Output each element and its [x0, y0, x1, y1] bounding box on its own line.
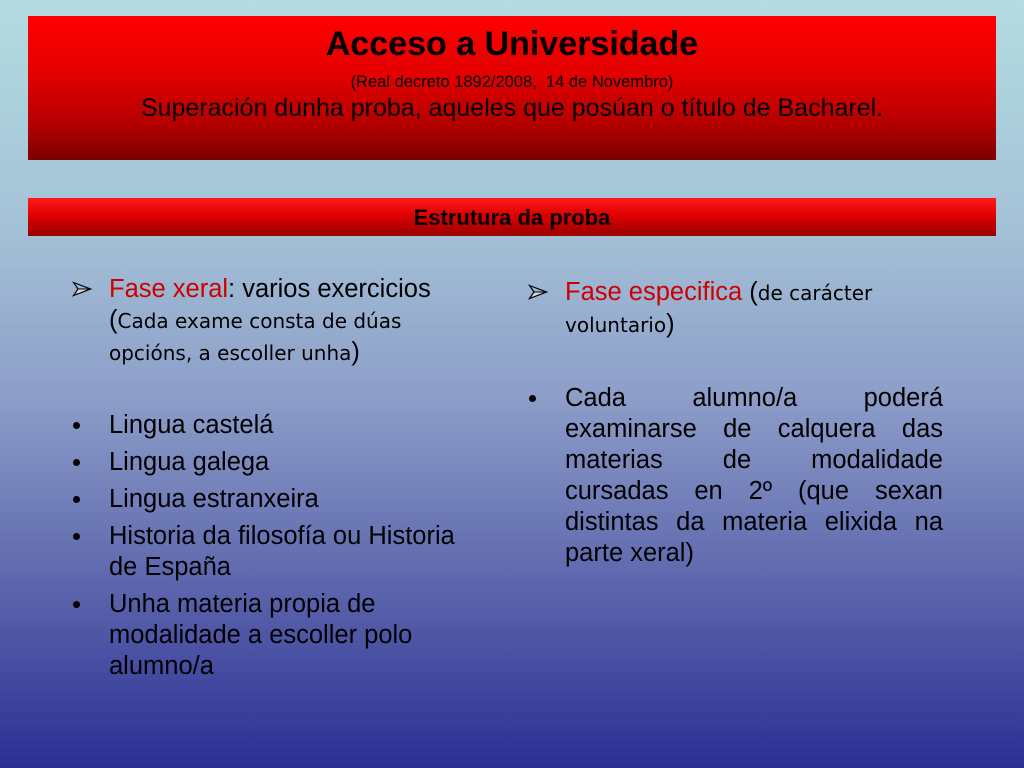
note-open-paren: (	[109, 306, 118, 334]
list-item-text: Unha materia propia de modalidade a escoller polo alumno/a	[109, 590, 413, 680]
specific-phase-note: de carácter voluntario	[565, 281, 873, 337]
bullet-icon	[73, 601, 80, 608]
general-phase-text: : varios exercicios	[228, 275, 431, 303]
list-item-text: Historia da filosofía ou Historia de España	[109, 522, 455, 581]
bullet-icon	[73, 496, 80, 503]
list-item-text: Lingua castelá	[109, 411, 274, 439]
note-close-paren: )	[666, 310, 675, 338]
subtitle: Superación dunha proba, aqueles que posúan o título de Bacharel.	[140, 94, 884, 122]
list-item	[109, 484, 465, 515]
bullet-icon	[73, 422, 80, 429]
general-phase-note: Cada exame consta de dúas opcións, a escoller unha	[109, 309, 402, 365]
decree-reference: (Real decreto 1892/2008, 14 de Novembro)	[350, 73, 674, 91]
general-phase-list	[109, 410, 465, 682]
specific-phase-heading	[565, 277, 943, 341]
right-column	[565, 277, 943, 569]
arrow-bullet-icon	[528, 284, 548, 300]
list-item	[565, 383, 943, 569]
bullet-icon	[73, 533, 80, 540]
general-phase-label: Fase xeral	[109, 275, 229, 303]
left-column	[109, 274, 465, 688]
note-close-paren: )	[351, 338, 360, 366]
section-bar	[28, 198, 996, 236]
general-phase-heading	[109, 274, 465, 369]
page-title: Acceso a Universidade	[325, 25, 699, 63]
list-item-text: Lingua estranxeira	[109, 485, 319, 513]
list-item	[109, 410, 465, 441]
list-item-text: Cada alumno/a poderá examinarse de calquera das materias de modalidade cursadas en 2º (que sexan distintas da materia elixida na parte xeral)	[565, 384, 943, 567]
list-item	[109, 521, 465, 583]
title-box	[28, 16, 996, 160]
list-item-text: Lingua galega	[109, 448, 270, 476]
section-title: Estrutura da proba	[413, 205, 611, 230]
note-open-paren: (	[749, 278, 758, 306]
specific-phase-list	[565, 383, 943, 569]
list-item	[109, 589, 465, 682]
arrow-bullet-icon	[72, 281, 92, 297]
bullet-icon	[73, 459, 80, 466]
bullet-icon	[529, 395, 536, 402]
specific-phase-label: Fase especifica	[565, 278, 743, 306]
list-item	[109, 447, 465, 478]
